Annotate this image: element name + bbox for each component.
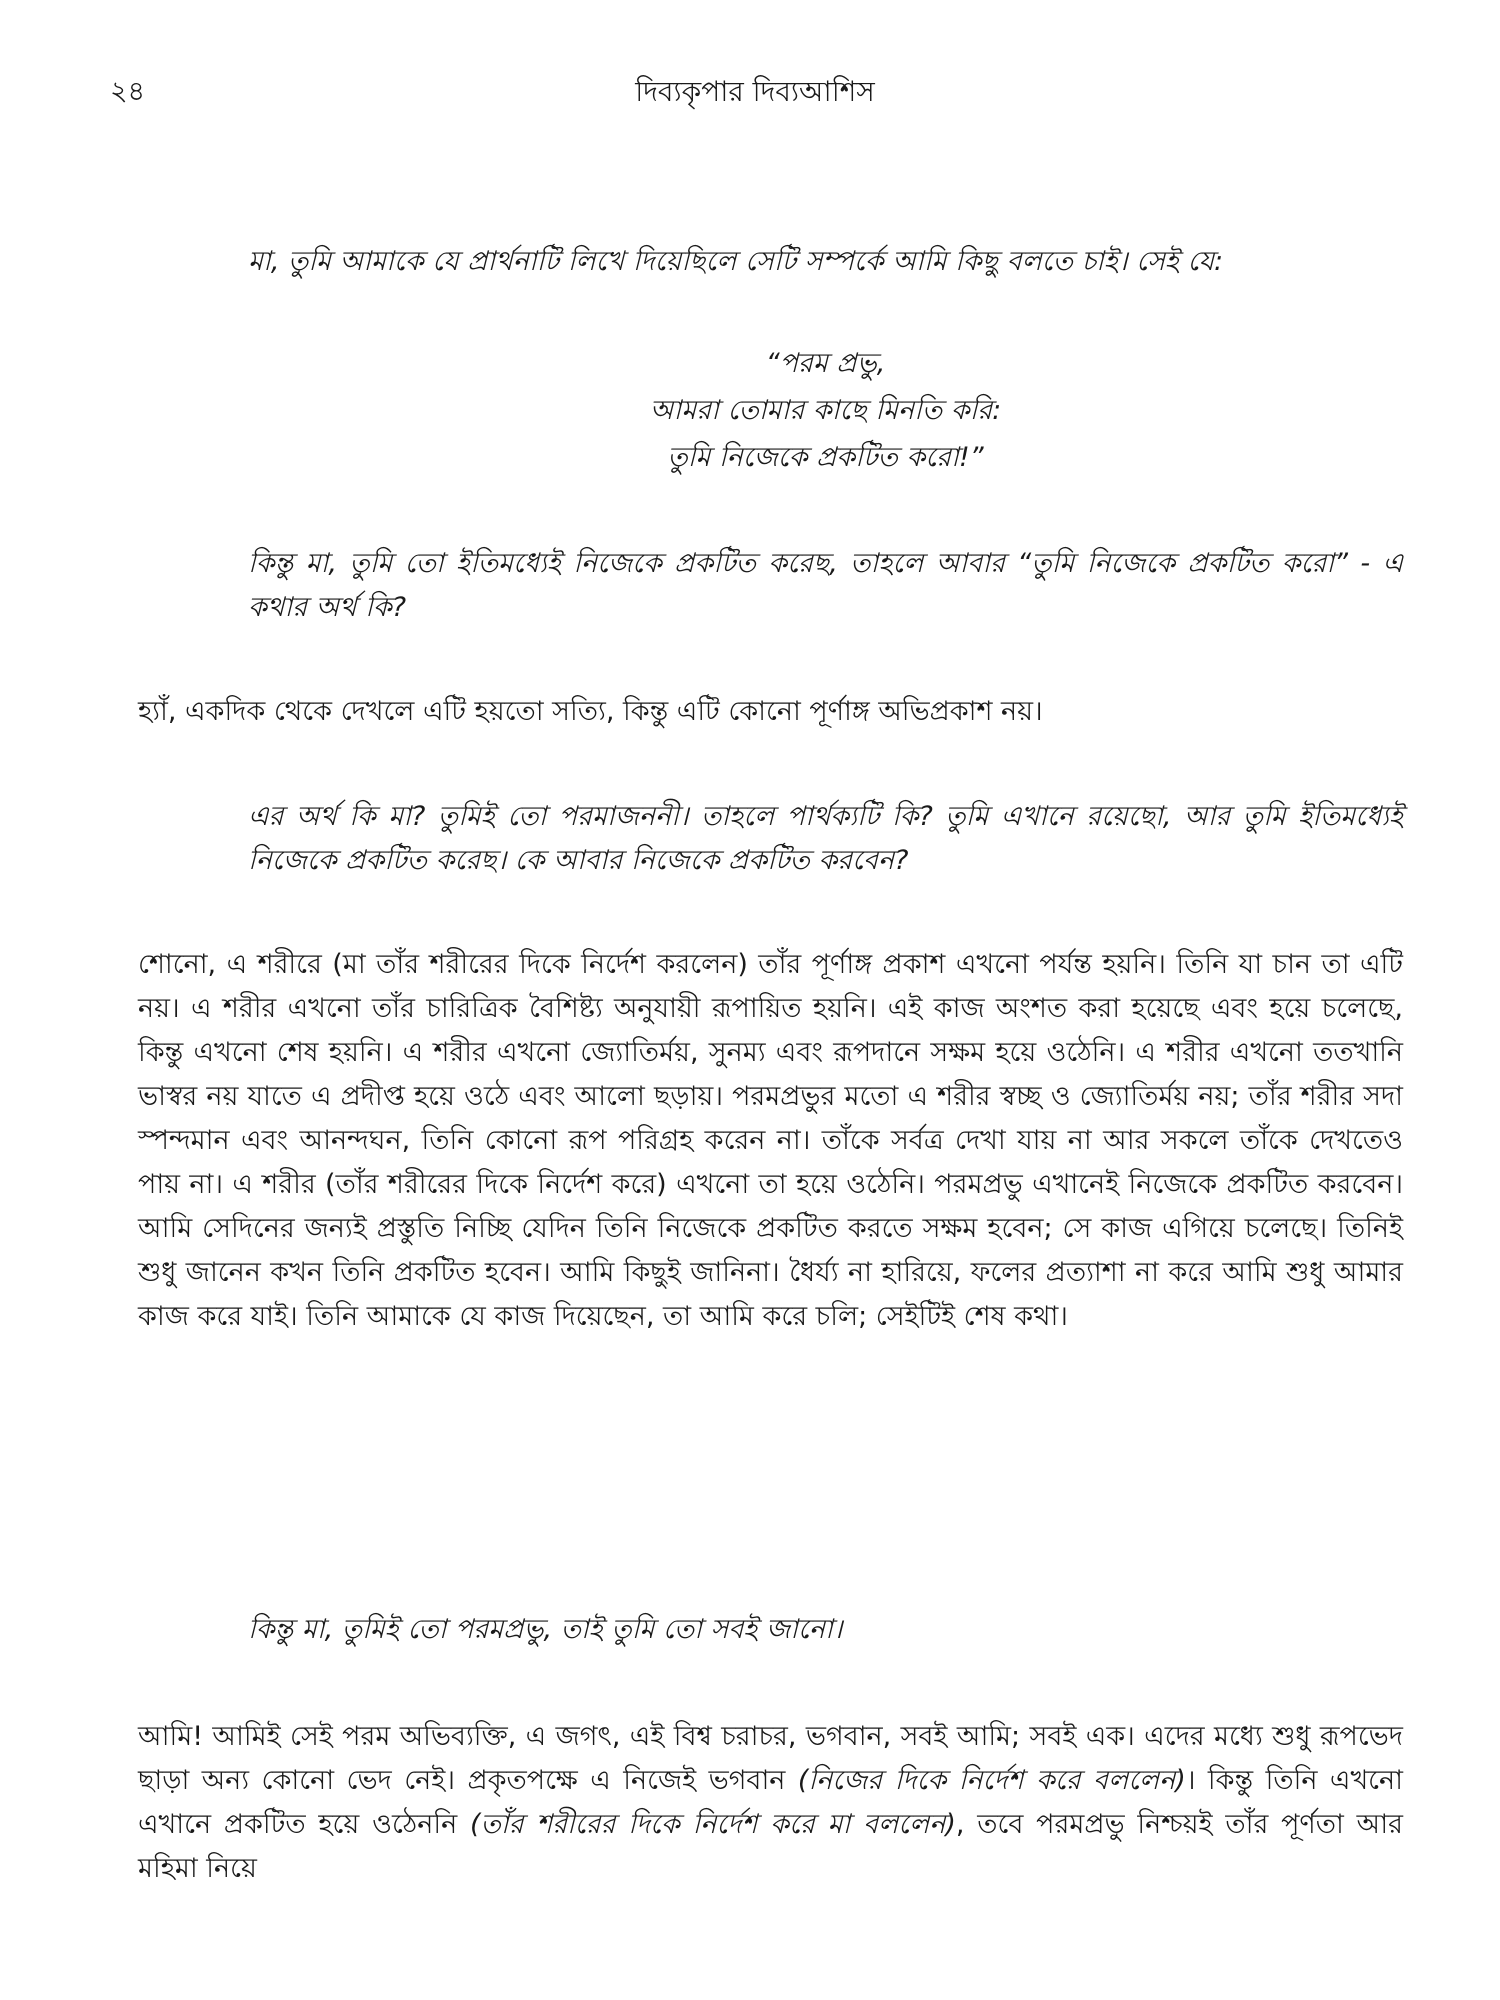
answer-3-text-3: , তবে পরমপ্রভু নিশ্চয়ই তাঁর পূর্ণতা আর মহিমা নিয়ে — [138, 1809, 1403, 1884]
answer-3-italic-note-1: (নিজের দিকে নির্দেশ করে বললেন) — [797, 1765, 1186, 1796]
verse-line-3: তুমি নিজেকে প্রকটিত করো!” — [667, 442, 984, 473]
prayer-verse — [248, 340, 1403, 481]
question-paragraph-3: এর অর্থ কি মা? তুমিই তো পরমাজননী। তাহলে পার্থক্যটি কি? তুমি এখানে রয়েছো, আর তুমি ইতিমধ্যেই নিজেকে প্রকটিত করেছ। কে আবার নিজেকে প্রকটিত করবেন? — [248, 801, 1403, 876]
answer-3-text-2: । কিন্তু তিনি এখনো এখানে প্রকটিত হয়ে ওঠেননি — [138, 1765, 1403, 1840]
page-header — [110, 72, 1400, 112]
question-paragraph-4: কিন্তু মা, তুমিই তো পরমপ্রভু, তাই তুমি তো সবই জানো। — [248, 1614, 843, 1645]
verse-line-2: আমরা তোমার কাছে মিনতি করি: — [649, 395, 1002, 426]
answer-paragraph-1: হ্যাঁ, একদিক থেকে দেখলে এটি হয়তো সত্যি, কিন্তু এটি কোনো পূর্ণাঙ্গ অভিপ্রকাশ নয়। — [138, 696, 1043, 727]
answer-3-text-1: আমি! আমিই সেই পরম অভিব্যক্তি, এ জগৎ, এই বিশ্ব চরাচর, ভগবান, সবই আমি; সবই এক। এদের মধ্যে শুধু রূপভেদ ছাড়া অন্য কোনো ভেদ নেই। প্রকৃতপক্ষে এ নিজেই ভগবান — [138, 1721, 1403, 1796]
question-paragraph-1: মা, তুমি আমাকে যে প্রার্থনাটি লিখে দিয়েছিলে সেটি সম্পর্কে আমি কিছু বলতে চাই। সেই যে: — [248, 246, 1224, 277]
answer-paragraph-2: শোনো, এ শরীরে (মা তাঁর শরীরের দিকে নির্দেশ করলেন) তাঁর পূর্ণাঙ্গ প্রকাশ এখনো পর্যন্ত হয়নি। তিনি যা চান তা এটি নয়। এ শরীর এখনো তাঁর চারিত্রিক বৈশিষ্ট্য অনুযায়ী রূপায়িত হয়নি। এই কাজ অংশত করা হয়েছে এবং হয়ে চলেছে, কিন্তু এখনো শেষ হয়নি। এ শরীর এখনো জ্যোতির্ময়, সুনম্য এবং রূপদানে সক্ষম হয়ে ওঠেনি। এ শরীর এখনো ততখানি ভাস্বর নয় যাতে এ প্রদীপ্ত হয়ে ওঠে এবং আলো ছড়ায়। পরমপ্রভুর মতো এ শরীর স্বচ্ছ ও জ্যোতির্ময় নয়; তাঁর শরীর সদা স্পন্দমান এবং আনন্দঘন, তিনি কোনো রূপ পরিগ্রহ করেন না। তাঁকে সর্বত্র দেখা যায় না আর সকলে তাঁকে দেখতেও পায় না। এ শরীর (তাঁর শরীরের দিকে নির্দেশ করে) এখনো তা হয়ে ওঠেনি। পরমপ্রভু এখানেই নিজেকে প্রকটিত করবেন। আমি সেদিনের জন্যই প্রস্তুতি নিচ্ছি যেদিন তিনি নিজেকে প্রকটিত করতে সক্ষম হবেন; সে কাজ এগিয়ে চলেছে। তিনিই শুধু জানেন কখন তিনি প্রকটিত হবেন। আমি কিছুই জানিনা। ধৈর্য্য না হারিয়ে, ফলের প্রত্যাশা না করে আমি শুধু আমার কাজ করে যাই। তিনি আমাকে যে কাজ দিয়েছেন, তা আমি করে চলি; সেইটিই শেষ কথা। — [138, 949, 1403, 1332]
running-title: দিব্যকৃপার দিব্যআশিস — [635, 75, 875, 108]
question-paragraph-2: কিন্তু মা, তুমি তো ইতিমধ্যেই নিজেকে প্রকটিত করেছ, তাহলে আবার “তুমি নিজেকে প্রকটিত করো” - এ কথার অর্থ কি? — [248, 548, 1403, 623]
answer-3-italic-note-2: (তাঁর শরীরের দিকে নির্দেশ করে মা বললেন) — [469, 1809, 956, 1840]
verse-line-1: “পরম প্রভু, — [765, 348, 886, 379]
answer-paragraph-3 — [138, 1715, 1403, 1891]
page-number: ২৪ — [110, 76, 146, 107]
